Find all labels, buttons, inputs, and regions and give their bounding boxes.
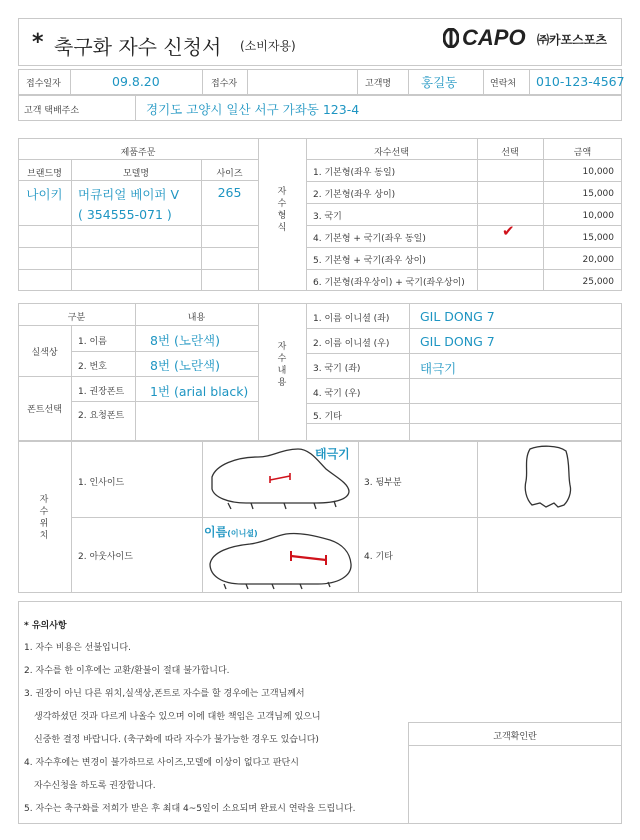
color-group-label: 실색상 <box>31 348 58 358</box>
selected-check-icon[interactable]: ✔ <box>502 222 515 240</box>
type-option[interactable]: 4. 기본형 + 국기(좌우 동일) <box>313 234 426 244</box>
content-label: 5. 기타 <box>313 412 342 422</box>
product-section-title: 제품주문 <box>120 148 156 158</box>
type-price: 15,000 <box>582 233 614 243</box>
name-annotation: 이름(이니셜) <box>204 525 258 539</box>
type-price: 25,000 <box>582 277 614 287</box>
content-value[interactable]: 태극기 <box>420 361 457 376</box>
title-star: * <box>32 30 44 55</box>
date-value: 09.8.20 <box>112 74 160 89</box>
select-header: 선택 <box>501 148 519 158</box>
type-price: 10,000 <box>582 211 614 221</box>
embroidery-type-side-label: 자수형식 <box>277 187 287 233</box>
embroidery-choice-header: 자수선택 <box>374 148 409 158</box>
type-price: 15,000 <box>582 189 614 199</box>
recommended-font-label: 1. 권장폰트 <box>78 387 125 397</box>
address-value: 경기도 고양시 일산 서구 가좌동 123-4 <box>146 102 360 117</box>
price-header: 금액 <box>573 148 592 158</box>
note-line: 3. 권장이 아닌 다른 위치,실색상,폰트로 자수를 할 경우에는 고객님께서 <box>24 689 305 699</box>
note-line: 신중한 결정 바랍니다. (축구화에 따라 자수가 불가능한 경우도 있습니다) <box>34 735 319 745</box>
content-label: 4. 국기 (우) <box>313 389 361 399</box>
page-title: 축구화 자수 신청서 <box>54 35 222 59</box>
content-label: 1. 이름 이니셜 (좌) <box>313 314 390 324</box>
recommended-font-value[interactable]: 1번 (arial black) <box>150 384 249 399</box>
content-label: 3. 국기 (좌) <box>313 364 361 374</box>
model-header: 모델명 <box>122 169 150 179</box>
date-label: 접수일자 <box>26 79 61 89</box>
note-line: 1. 자수 비용은 선불입니다. <box>24 643 131 653</box>
content-header: 내용 <box>187 313 206 323</box>
heel-drawing[interactable] <box>518 443 576 513</box>
size-header: 사이즈 <box>216 169 243 179</box>
inside-label: 1. 인사이드 <box>78 478 125 488</box>
customer-value: 홍길동 <box>421 75 458 90</box>
position-side-label: 자수위치 <box>39 495 49 541</box>
type-option[interactable]: 6. 기본형(좌우상이) + 국기(좌우상이) <box>313 278 465 288</box>
logo-text: CAPO <box>462 25 526 50</box>
info-row <box>18 69 622 95</box>
color-name-value[interactable]: 8번 (노란색) <box>150 333 220 348</box>
model-value: 머큐리얼 베이퍼 V <box>78 187 180 202</box>
receiver-label: 접수자 <box>211 79 238 89</box>
other-label: 4. 기타 <box>364 552 393 562</box>
flag-annotation: 태극기 <box>315 447 350 461</box>
color-number-value[interactable]: 8번 (노란색) <box>150 358 220 373</box>
content-label: 2. 이름 이니셜 (우) <box>313 339 390 349</box>
outside-position-mark[interactable] <box>288 550 330 566</box>
phone-value: 010-123-4567 <box>536 74 625 89</box>
type-price: 10,000 <box>582 167 614 177</box>
order-form <box>18 18 625 824</box>
color-name-label: 1. 이름 <box>78 337 107 347</box>
content-value[interactable]: GIL DONG 7 <box>420 334 495 349</box>
note-line: 생각하셨던 것과 다르게 나올수 있으며 이에 대한 책임은 고객님께 있으니 <box>34 712 321 722</box>
note-line: 자수신청을 하도록 권장합니다. <box>34 781 156 791</box>
requested-font-label: 2. 요청폰트 <box>78 411 125 421</box>
content-side-label: 자수내용 <box>277 342 287 388</box>
inside-position-mark[interactable] <box>268 472 294 484</box>
color-number-label: 2. 번호 <box>78 362 107 372</box>
company-name: ㈜카포스포츠 <box>537 33 607 47</box>
category-header: 구분 <box>67 313 86 323</box>
outside-label: 2. 아웃사이드 <box>78 552 133 562</box>
address-label: 고객 택배주소 <box>24 106 80 116</box>
customer-confirm-label: 고객확인란 <box>493 732 537 742</box>
type-option[interactable]: 2. 기본형(좌우 상이) <box>313 190 396 200</box>
type-option[interactable]: 5. 기본형 + 국기(좌우 상이) <box>313 256 426 266</box>
type-price: 20,000 <box>582 255 614 265</box>
capo-logo-icon <box>443 28 459 48</box>
notes-title: * 유의사항 <box>24 621 67 631</box>
phone-label: 연락처 <box>490 79 517 89</box>
model-code: ( 354555-071 ) <box>78 207 172 222</box>
customer-label: 고객명 <box>365 79 392 89</box>
brand-value: 나이키 <box>26 187 63 202</box>
type-option[interactable]: 3. 국기 <box>313 212 342 222</box>
note-line: 4. 자수후에는 변경이 불가하므로 사이즈,모델에 이상이 없다고 판단시 <box>24 758 299 768</box>
page-subtitle: (소비자용) <box>240 39 296 53</box>
heel-label: 3. 뒹부분 <box>364 478 402 488</box>
note-line: 5. 자수는 축구화를 저희가 받은 후 최대 4~5일이 소요되며 완료시 연락을 드립니다. <box>24 804 356 814</box>
content-value[interactable]: GIL DONG 7 <box>420 309 495 324</box>
note-line: 2. 자수를 한 이후에는 교환/환불이 절대 불가합니다. <box>24 666 230 676</box>
size-value: 265 <box>217 185 242 200</box>
font-group-label: 폰트선택 <box>27 405 62 415</box>
type-option[interactable]: 1. 기본형(좌우 동일) <box>313 168 396 178</box>
brand-header: 브랜드명 <box>27 169 62 179</box>
